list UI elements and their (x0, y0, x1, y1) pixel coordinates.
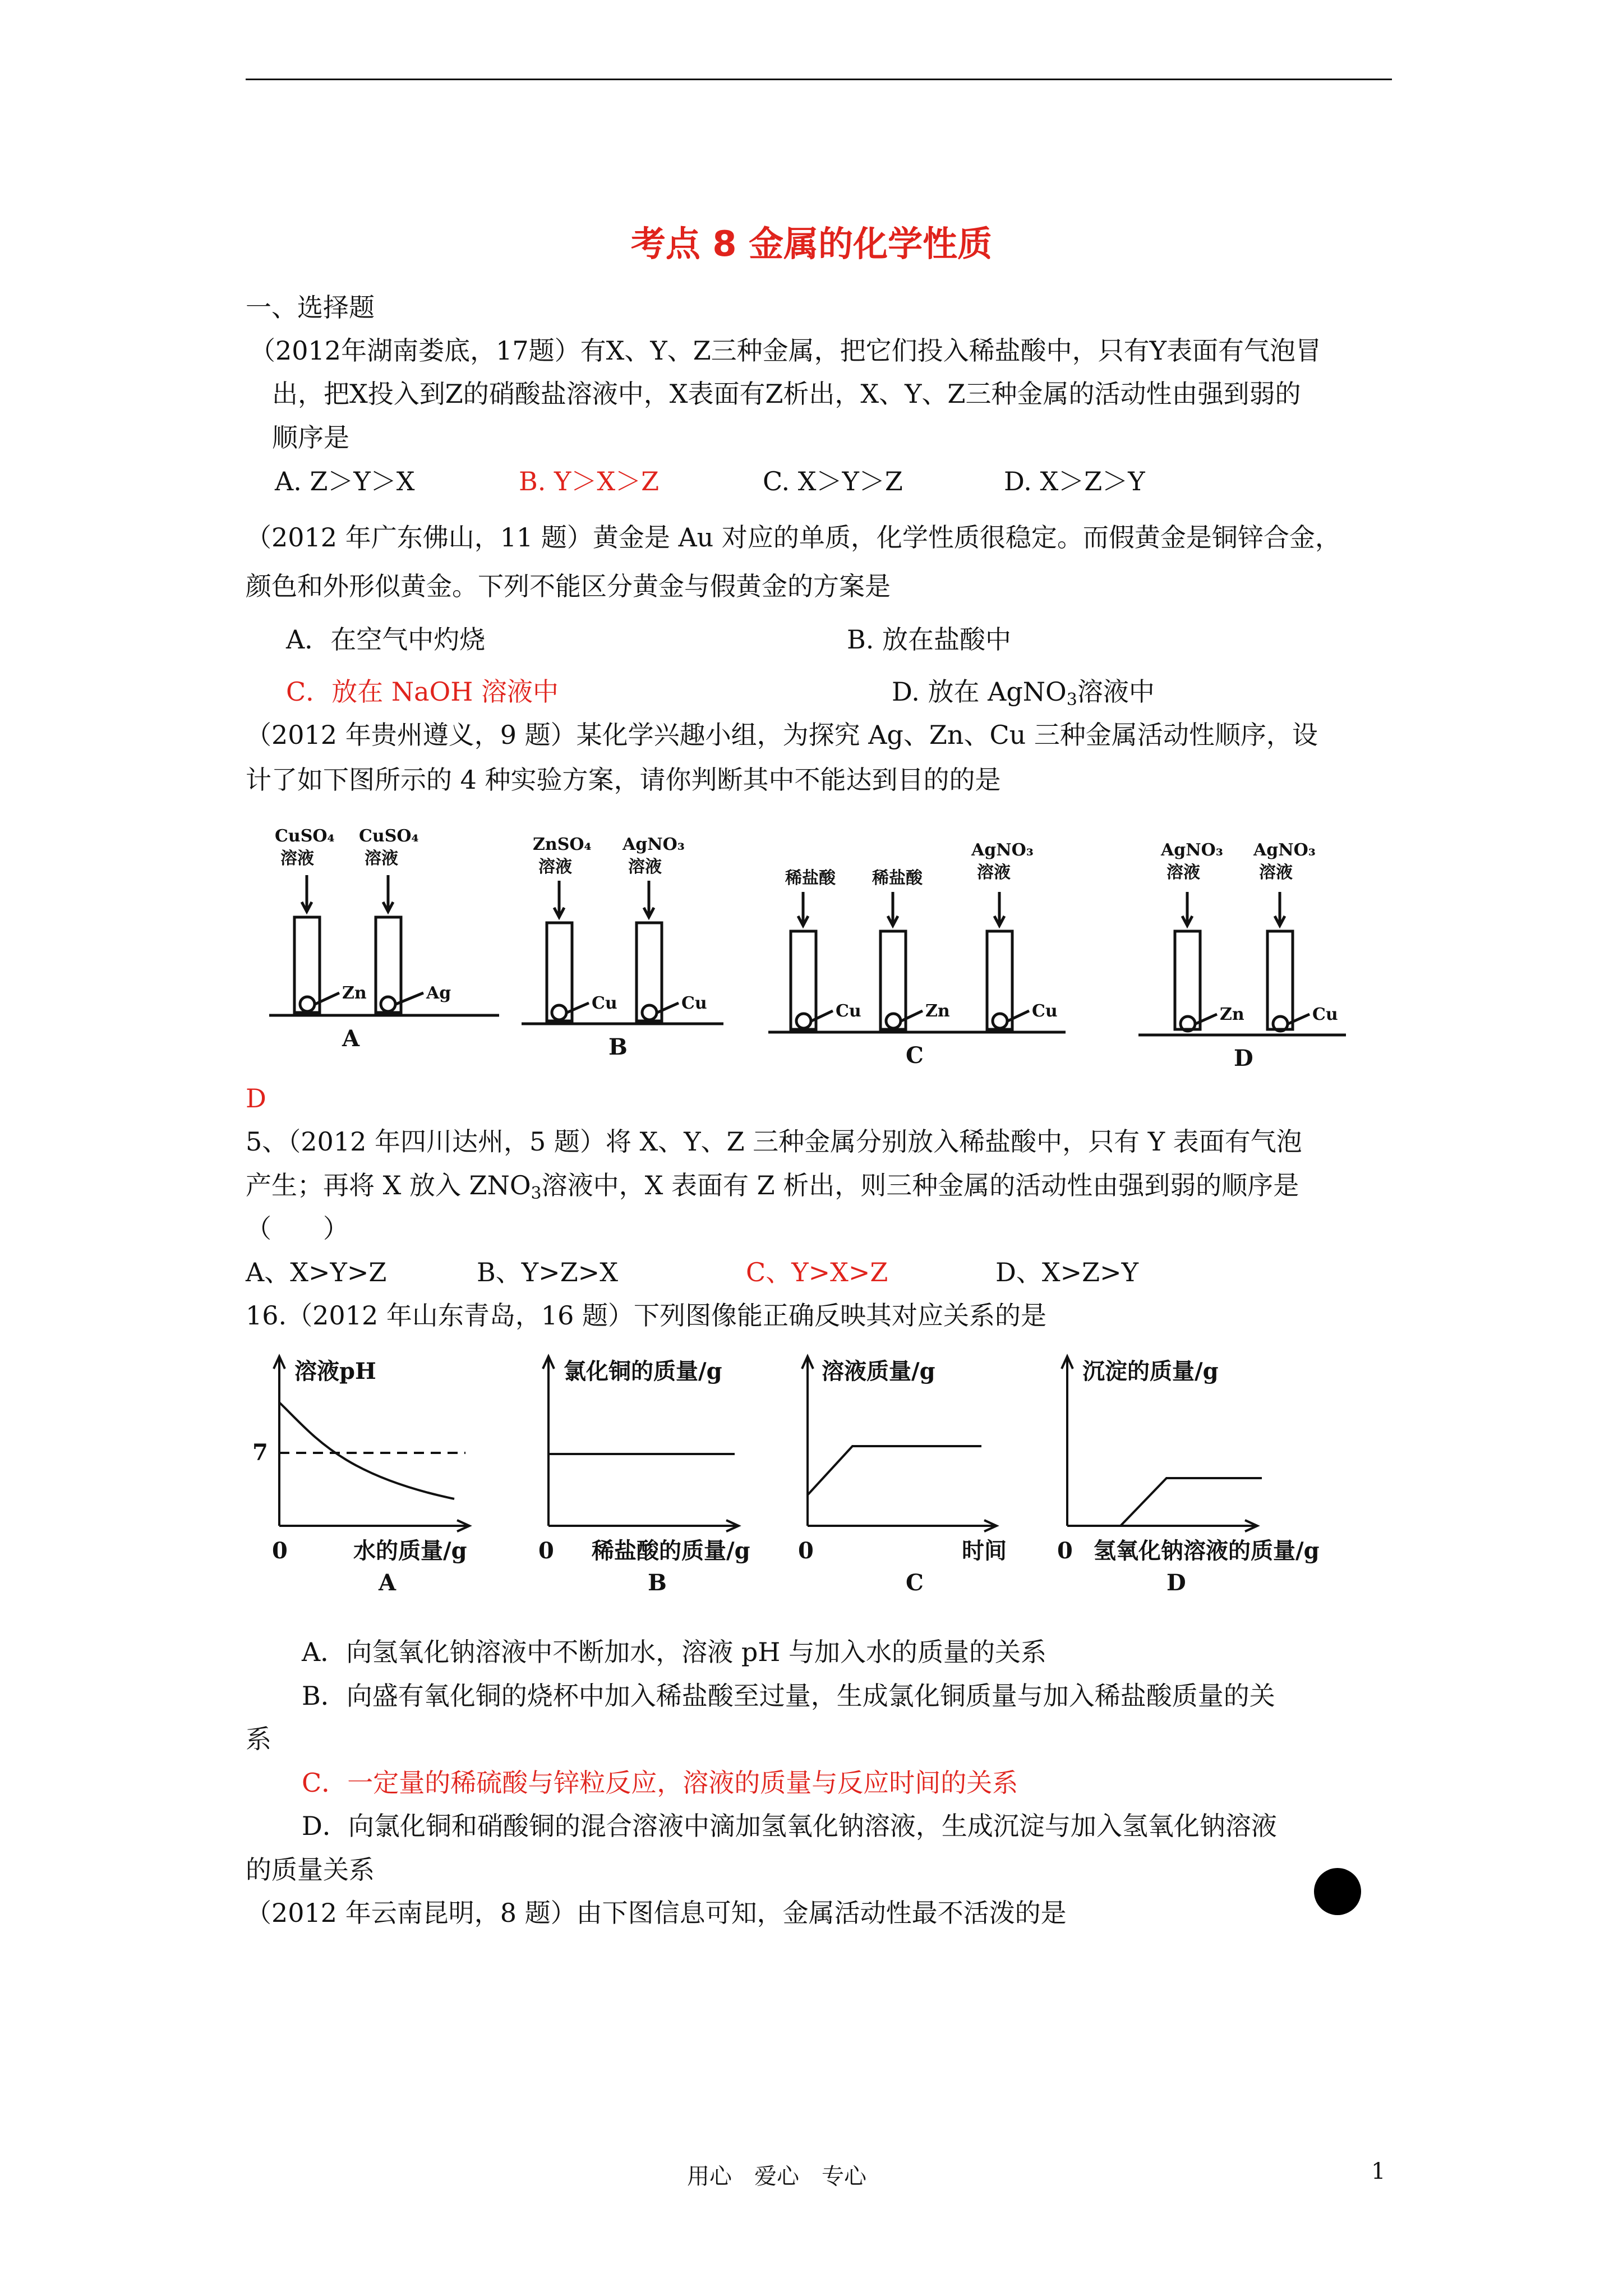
metal-label: Zn (342, 983, 367, 1003)
graph-d-label: D (1166, 1570, 1186, 1596)
metal-granule (886, 1014, 901, 1028)
graph-a-curve (279, 1402, 454, 1499)
graph-b-label: B (648, 1570, 667, 1596)
graph-b-origin: 0 (538, 1538, 554, 1564)
metal-granule (552, 1005, 566, 1020)
q1-option-a: A. Z＞Y＞X (275, 466, 415, 496)
graph-a-label: A (379, 1570, 396, 1596)
reagent-label: 溶液 (280, 849, 314, 868)
q5-option-a: A、X>Y>Z (246, 1257, 387, 1287)
q1-line2: 出，把X投入到Z的硝酸盐溶液中，X表面有Z析出，X、Y、Z三种金属的活动性由强到弱的 (272, 379, 1301, 409)
reagent-label: AgNO₃ (1161, 840, 1223, 860)
figure-label-a: A (342, 1025, 360, 1052)
graph-c-ylabel: 溶液质量/g (822, 1358, 935, 1384)
q3-answer: D (246, 1083, 266, 1114)
section-heading: 一、选择题 (246, 292, 375, 323)
graph-d-line (1121, 1478, 1262, 1526)
graph-a-origin: 0 (272, 1538, 288, 1564)
metal-label: Cu (592, 993, 617, 1013)
metal-label: Zn (1220, 1005, 1244, 1024)
q16-option-d-line1: D．向氯化铜和硝酸铜的混合溶液中滴加氢氧化钠溶液，生成沉淀与加入氢氧化钠溶液 (302, 1811, 1277, 1841)
figure-label-d: D (1234, 1045, 1253, 1071)
q16-option-d-line2: 的质量关系 (246, 1855, 375, 1885)
reagent-label: AgNO₃ (971, 840, 1034, 860)
graph-b-xlabel: 稀盐酸的质量/g (592, 1538, 750, 1564)
q1-option-d: D. X＞Z＞Y (1004, 466, 1145, 496)
graph-d-ylabel: 沉淀的质量/g (1082, 1358, 1219, 1384)
reagent-label: 溶液 (1259, 863, 1293, 882)
metal-label: Cu (836, 1001, 861, 1021)
page-number: 1 (1371, 2159, 1386, 2184)
q5-line2: 产生；再将 X 放入 $ZNO_3$溶液中，X 表面有 Z 析出，则三种金属的活动性由强到弱的顺序是 (246, 1170, 1299, 1203)
q1-option-c: C. X＞Y＞Z (763, 466, 903, 496)
q2-option-b: B. 放在盐酸中 (847, 624, 1012, 655)
q2-option-a: A．在空气中灼烧 (286, 624, 486, 655)
graph-c-origin: 0 (798, 1538, 814, 1564)
metal-granule (381, 997, 395, 1011)
reagent-label: 溶液 (1166, 863, 1200, 882)
q2-line1: （2012 年广东佛山，11 题）黄金是 Au 对应的单质，化学性质很稳定。而假黄金是铜锌合金， (246, 522, 1341, 553)
metal-granule (796, 1014, 811, 1028)
q8-line1: （2012 年云南昆明，8 题）由下图信息可知，金属活动性最不活泼的是 (246, 1898, 1067, 1928)
reagent-label: CuSO₄ (275, 826, 335, 846)
metal-label: Ag (426, 983, 451, 1003)
metal-granule (300, 997, 315, 1011)
black-dot-mark (1314, 1868, 1361, 1915)
metal-label: Cu (1312, 1005, 1338, 1024)
q5-option-d: D、X>Z>Y (995, 1257, 1139, 1287)
reagent-label: 稀盐酸 (785, 868, 836, 888)
q16-option-b-line1: B．向盛有氧化铜的烧杯中加入稀盐酸至过量，生成氯化铜质量与加入稀盐酸质量的关 (302, 1681, 1275, 1711)
q1-line1: （2012年湖南娄底，17题）有X、Y、Z三种金属，把它们投入稀盐酸中，只有Y表面有气泡冒 (250, 335, 1322, 366)
q16-line1: 16.（2012 年山东青岛，16 题）下列图像能正确反映其对应关系的是 (246, 1300, 1046, 1331)
reagent-label: 溶液 (628, 857, 662, 877)
q3-experiment-figure (264, 808, 1385, 1071)
q3-line2: 计了如下图所示的 4 种实验方案，请你判断其中不能达到目的的是 (246, 765, 1001, 795)
graph-b-ylabel: 氯化铜的质量/g (564, 1358, 722, 1384)
test-tube (1267, 931, 1293, 1029)
q16-option-a: A．向氢氧化钠溶液中不断加水，溶液 pH 与加入水的质量的关系 (302, 1637, 1047, 1667)
q5-line1: 5、（2012 年四川达州，5 题）将 X、Y、Z 三种金属分别放入稀盐酸中，只有 Y 表面有气泡 (246, 1126, 1302, 1157)
test-tube (1175, 931, 1200, 1029)
graph-a-tick-7: 7 (252, 1439, 268, 1466)
metal-label: Zn (925, 1001, 950, 1021)
reagent-label: 溶液 (977, 863, 1011, 882)
q5-option-c-answer: C、Y>X>Z (746, 1257, 888, 1287)
reagent-label: ZnSO₄ (533, 835, 592, 854)
figure-label-c: C (906, 1042, 924, 1069)
reagent-label: AgNO₃ (1253, 840, 1316, 860)
footer-motto: 用心 爱心 专心 (687, 2164, 866, 2189)
graph-c-label: C (906, 1570, 924, 1596)
header-rule (246, 79, 1392, 80)
q1-option-b-answer: B. Y＞X＞Z (519, 466, 660, 496)
reagent-label: CuSO₄ (359, 826, 419, 846)
reagent-label: 溶液 (538, 857, 572, 877)
graph-a-ylabel: 溶液pH (294, 1358, 376, 1384)
reagent-label: 稀盐酸 (872, 868, 923, 888)
q1-line3: 顺序是 (272, 422, 349, 453)
q16-graphs (247, 1346, 1380, 1616)
graph-d-xlabel: 氢氧化钠溶液的质量/g (1094, 1538, 1320, 1564)
graph-c-xlabel: 时间 (962, 1538, 1007, 1564)
page-title: 考点 8 金属的化学性质 (630, 223, 993, 264)
graph-d-origin: 0 (1057, 1538, 1073, 1564)
metal-granule (993, 1014, 1007, 1028)
metal-label: Cu (1032, 1001, 1058, 1021)
reagent-label: AgNO₃ (623, 835, 685, 854)
graph-c-line (808, 1446, 981, 1495)
metal-label: Cu (681, 993, 707, 1013)
q5-line3: （ ） (246, 1213, 349, 1244)
graph-a-xlabel: 水的质量/g (353, 1538, 467, 1564)
figure-label-b: B (608, 1034, 628, 1060)
q2-option-c-answer: C．放在 NaOH 溶液中 (286, 677, 559, 707)
q5-option-b: B、Y>Z>X (477, 1257, 618, 1287)
q16-option-c-answer: C．一定量的稀硫酸与锌粒反应，溶液的质量与反应时间的关系 (302, 1768, 1018, 1798)
q3-line1: （2012 年贵州遵义，9 题）某化学兴趣小组，为探究 Ag、Zn、Cu 三种金属活动性顺序，设 (246, 720, 1318, 750)
q16-option-b-line2: 系 (246, 1724, 271, 1754)
reagent-label: 溶液 (365, 849, 398, 868)
q2-line2: 颜色和外形似黄金。下列不能区分黄金与假黄金的方案是 (246, 571, 891, 601)
metal-granule (642, 1005, 657, 1020)
q2-option-d: D. 放在 AgNO$_3$溶液中 (892, 677, 1155, 710)
